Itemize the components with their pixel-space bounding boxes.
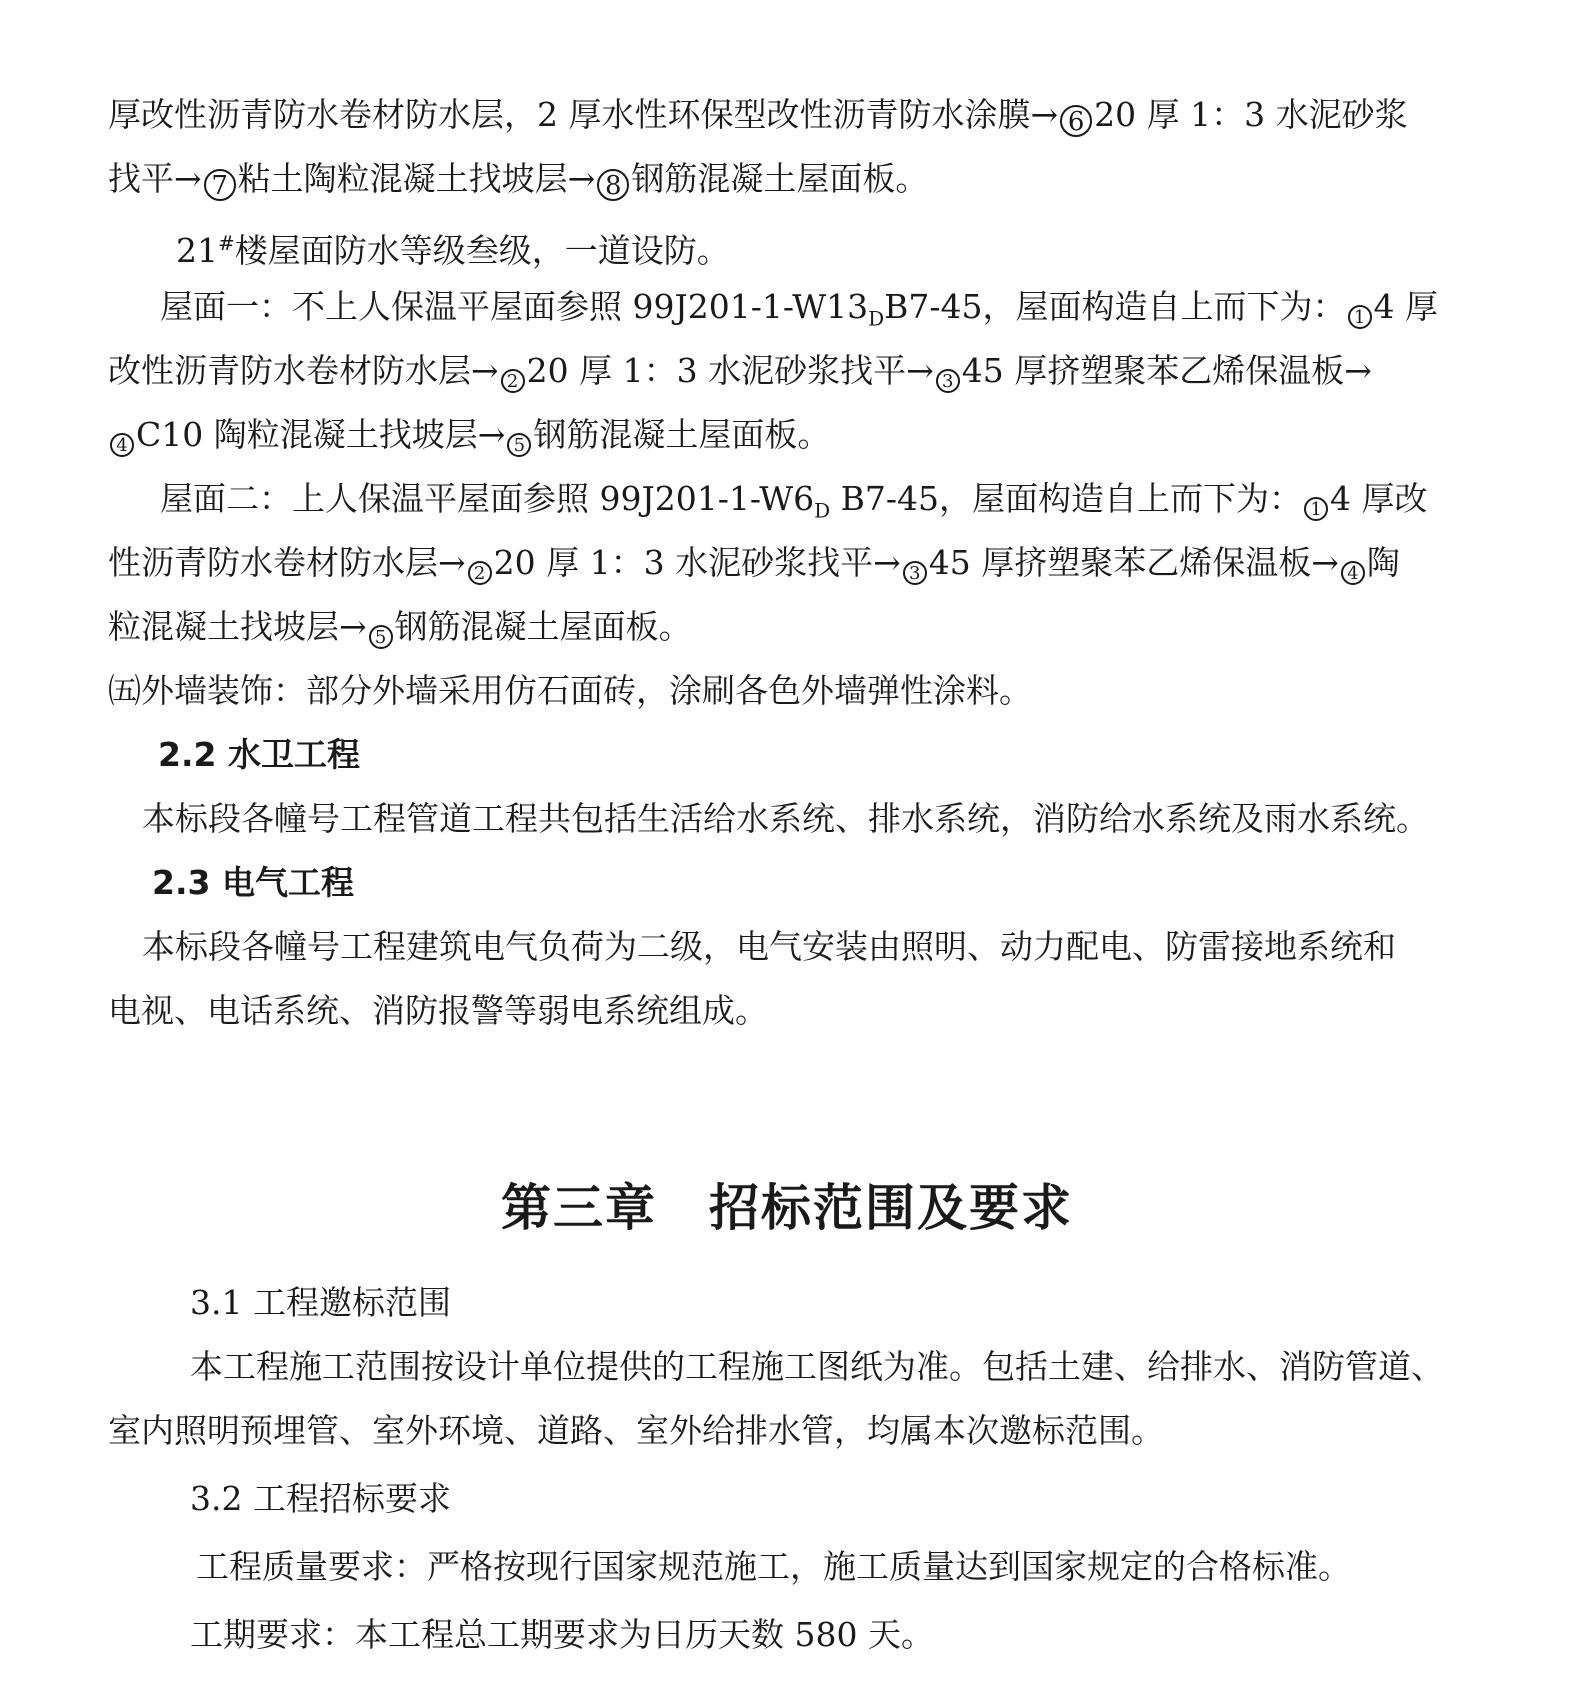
text-span: 找平→: [108, 159, 202, 198]
text-span: C10 陶粒混凝土找坡层→: [136, 415, 506, 454]
text-span: 屋面一：不上人保温平屋面参照 99J201-1-W13: [160, 287, 869, 326]
circled-number-1: 1: [1348, 305, 1372, 329]
text-span: 4 厚改: [1330, 479, 1428, 518]
circled-number-3: 3: [936, 369, 960, 393]
text-line-2: [108, 158, 1468, 201]
section-2-3-paragraph-line-2: 电视、电话系统、消防报警等弱电系统组成。: [108, 991, 768, 1030]
text-span: 20 厚 1：3 水泥砂浆找平→: [526, 351, 934, 390]
text-span: 45 厚挤塑聚苯乙烯保温板→: [928, 543, 1339, 582]
text-span: 45 厚挤塑聚苯乙烯保温板→: [961, 351, 1372, 390]
text-span: 粘土陶粒混凝土找坡层→: [237, 159, 596, 198]
circled-number-3: 3: [903, 561, 927, 585]
section-2-2-heading: 2.2 水卫工程: [158, 735, 360, 774]
section-2-3-heading: 2.3 电气工程: [152, 863, 354, 902]
text-span: 屋面二：上人保温平屋面参照 99J201-1-W6: [160, 479, 815, 518]
text-span: 改性沥青防水卷材防水层→: [108, 351, 499, 390]
text-span: ㈤外墙装饰：部分外墙采用仿石面砖，涂刷各色外墙弹性涂料。: [108, 671, 1032, 710]
section-3-1-paragraph-line-1: 本工程施工范围按设计单位提供的工程施工图纸为准。包括土建、给排水、消防管道、: [190, 1347, 1444, 1386]
text-line-7: [160, 478, 1520, 532]
duration-requirement: 工期要求：本工程总工期要求为日历天数 580 天。: [190, 1615, 934, 1654]
text-line-3: [176, 222, 1536, 272]
chapter-title: 第三章 招标范围及要求: [501, 1179, 1073, 1237]
text-span: B7-45，屋面构造自上而下为：: [884, 287, 1346, 326]
text-line-8: [108, 542, 1468, 585]
section-3-1-heading: 3.1 工程邀标范围: [190, 1283, 451, 1322]
text-span: 钢筋混凝土屋面板。: [631, 159, 929, 198]
text-span: 性沥青防水卷材防水层→: [108, 543, 466, 582]
text-line-9: [108, 606, 1468, 649]
section-2-3-paragraph-line-1: 本标段各幢号工程建筑电气负荷为二级，电气安装由照明、动力配电、防雷接地系统和: [142, 927, 1396, 966]
circled-number-2: 2: [501, 369, 525, 393]
subscript: D: [868, 306, 885, 331]
text-span: 厚改性沥青防水卷材防水层，2 厚水性环保型改性沥青防水涂膜→: [108, 95, 1059, 134]
text-span: 陶: [1366, 543, 1400, 582]
circled-number-4: 4: [110, 433, 134, 457]
circled-number-1: 1: [1304, 497, 1328, 521]
text-span: 21: [176, 231, 218, 270]
section-3-1-paragraph-line-2: 室内照明预埋管、室外环境、道路、室外给排水管，均属本次邀标范围。: [108, 1411, 1164, 1450]
circled-number-4: 4: [1341, 561, 1365, 585]
text-span: 钢筋混凝土屋面板。: [533, 415, 831, 454]
text-line-6: [108, 414, 1468, 457]
subscript: D: [814, 498, 831, 523]
text-span: 20 厚 1：3 水泥砂浆找平→: [493, 543, 901, 582]
text-line-1: [108, 94, 1468, 137]
superscript: #: [218, 231, 235, 255]
circled-number-5: 5: [369, 625, 393, 649]
text-span: 楼屋面防水等级叁级，一道设防。: [234, 231, 730, 270]
circled-number-8: 8: [597, 169, 629, 201]
circled-number-2: 2: [468, 561, 492, 585]
section-3-2-heading: 3.2 工程招标要求: [190, 1479, 451, 1518]
section-2-2-paragraph: 本标段各幢号工程管道工程共包括生活给水系统、排水系统，消防给水系统及雨水系统。: [142, 799, 1429, 838]
circled-number-5: 5: [507, 433, 531, 457]
text-line-10: [108, 670, 1468, 712]
circled-number-6: 6: [1060, 105, 1092, 137]
text-span: 20 厚 1：3 水泥砂浆: [1094, 95, 1408, 134]
text-span: 钢筋混凝土屋面板。: [394, 607, 692, 646]
text-span: B7-45，屋面构造自上而下为：: [830, 479, 1303, 518]
text-span: 粒混凝土找坡层→: [108, 607, 367, 646]
text-line-5: [108, 350, 1468, 393]
quality-requirement: 工程质量要求：严格按现行国家规范施工，施工质量达到国家规定的合格标准。: [196, 1547, 1351, 1586]
text-line-4: [160, 286, 1520, 340]
circled-number-7: 7: [204, 169, 236, 201]
text-span: 4 厚: [1373, 287, 1439, 326]
